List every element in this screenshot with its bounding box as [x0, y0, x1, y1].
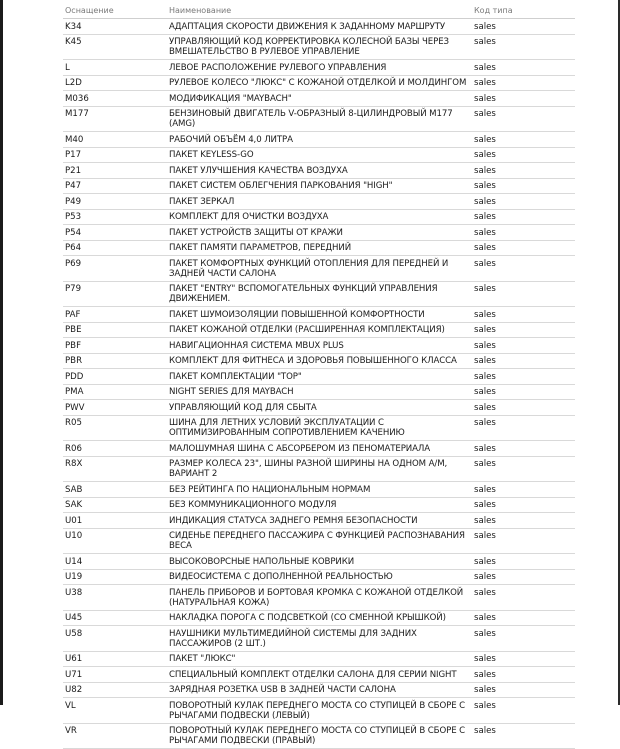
type-code: sales	[472, 256, 575, 282]
option-code: P17	[63, 147, 167, 163]
type-code: sales	[472, 163, 575, 179]
option-name: ПАКЕТ УСТРОЙСТВ ЗАЩИТЫ ОТ КРАЖИ	[167, 225, 472, 241]
option-code: L	[63, 60, 167, 76]
option-code: SAK	[63, 497, 167, 513]
table-row	[63, 209, 575, 225]
table-row	[63, 281, 575, 307]
option-name: РАЗМЕР КОЛЕСА 23", ШИНЫ РАЗНОЙ ШИРИНЫ НА ОДНОМ А/М, ВАРИАНТ 2	[167, 456, 472, 482]
option-code: PWV	[63, 400, 167, 416]
type-code: sales	[472, 19, 575, 35]
type-code: sales	[472, 415, 575, 441]
table-row	[63, 225, 575, 241]
option-code: PBR	[63, 353, 167, 369]
type-code: sales	[472, 497, 575, 513]
option-name: ВЫСОКОВОРСНЫЕ НАПОЛЬНЫЕ КОВРИКИ	[167, 554, 472, 570]
option-code: U71	[63, 667, 167, 683]
type-code: sales	[472, 569, 575, 585]
type-code: sales	[472, 482, 575, 498]
option-name: ЗАРЯДНАЯ РОЗЕТКА USB В ЗАДНЕЙ ЧАСТИ САЛОНА	[167, 682, 472, 698]
type-code: sales	[472, 178, 575, 194]
table-row	[63, 651, 575, 667]
type-code: sales	[472, 240, 575, 256]
option-name: ПОВОРОТНЫЙ КУЛАК ПЕРЕДНЕГО МОСТА СО СТУПИЦЕЙ В СБОРЕ С РЫЧАГАМИ ПОДВЕСКИ (ПРАВЫЙ)	[167, 723, 472, 749]
table-row	[63, 610, 575, 626]
table-row	[63, 723, 575, 749]
type-code: sales	[472, 723, 575, 749]
option-name: РАБОЧИЙ ОБЪЁМ 4,0 ЛИТРА	[167, 132, 472, 148]
type-code: sales	[472, 554, 575, 570]
table-row	[63, 482, 575, 498]
option-code: K34	[63, 19, 167, 35]
type-code: sales	[472, 147, 575, 163]
type-code: sales	[472, 528, 575, 554]
table-row	[63, 569, 575, 585]
option-code: PDD	[63, 369, 167, 385]
option-code: U19	[63, 569, 167, 585]
option-name: АДАПТАЦИЯ СКОРОСТИ ДВИЖЕНИЯ К ЗАДАННОМУ МАРШРУТУ	[167, 19, 472, 35]
option-name: СИДЕНЬЕ ПЕРЕДНЕГО ПАССАЖИРА С ФУНКЦИЕЙ РАСПОЗНАВАНИЯ ВЕСА	[167, 528, 472, 554]
type-code: sales	[472, 400, 575, 416]
type-code: sales	[472, 585, 575, 611]
type-code: sales	[472, 626, 575, 652]
table-row	[63, 256, 575, 282]
table-row	[63, 626, 575, 652]
type-code: sales	[472, 384, 575, 400]
equipment-table	[63, 3, 575, 749]
table-row	[63, 194, 575, 210]
option-code: U45	[63, 610, 167, 626]
table-row	[63, 513, 575, 529]
option-name: БЕЗ РЕЙТИНГА ПО НАЦИОНАЛЬНЫМ НОРМАМ	[167, 482, 472, 498]
option-name: ИНДИКАЦИЯ СТАТУСА ЗАДНЕГО РЕМНЯ БЕЗОПАСНОСТИ	[167, 513, 472, 529]
option-code: R06	[63, 441, 167, 457]
option-code: PBF	[63, 338, 167, 354]
option-name: БЕЗ КОММУНИКАЦИОННОГО МОДУЛЯ	[167, 497, 472, 513]
option-name: ПАКЕТ "ЛЮКС"	[167, 651, 472, 667]
option-name: ПАКЕТ ЗЕРКАЛ	[167, 194, 472, 210]
table-row	[63, 682, 575, 698]
option-name: НАУШНИКИ МУЛЬТИМЕДИЙНОЙ СИСТЕМЫ ДЛЯ ЗАДНИХ ПАССАЖИРОВ (2 ШТ.)	[167, 626, 472, 652]
option-name: ШИНА ДЛЯ ЛЕТНИХ УСЛОВИЙ ЭКСПЛУАТАЦИИ С ОПТИМИЗИРОВАННЫМ СОПРОТИВЛЕНИЕМ КАЧЕНИЮ	[167, 415, 472, 441]
option-code: U38	[63, 585, 167, 611]
option-code: M40	[63, 132, 167, 148]
option-name: ЛЕВОЕ РАСПОЛОЖЕНИЕ РУЛЕВОГО УПРАВЛЕНИЯ	[167, 60, 472, 76]
option-name: ВИДЕОСИСТЕМА С ДОПОЛНЕННОЙ РЕАЛЬНОСТЬЮ	[167, 569, 472, 585]
table-row	[63, 75, 575, 91]
type-code: sales	[472, 225, 575, 241]
option-code: R05	[63, 415, 167, 441]
option-name: НАВИГАЦИОННАЯ СИСТЕМА MBUX PLUS	[167, 338, 472, 354]
option-name: РУЛЕВОЕ КОЛЕСО "ЛЮКС" С КОЖАНОЙ ОТДЕЛКОЙ И МОЛДИНГОМ	[167, 75, 472, 91]
type-code: sales	[472, 353, 575, 369]
header-type: Код типа	[472, 3, 575, 19]
header-code: Оснащение	[63, 3, 167, 19]
table-row	[63, 667, 575, 683]
option-code: M177	[63, 106, 167, 132]
option-name: КОМПЛЕКТ ДЛЯ ОЧИСТКИ ВОЗДУХА	[167, 209, 472, 225]
table-row	[63, 528, 575, 554]
option-code: PBE	[63, 322, 167, 338]
table-row	[63, 34, 575, 60]
type-code: sales	[472, 369, 575, 385]
option-name: ПОВОРОТНЫЙ КУЛАК ПЕРЕДНЕГО МОСТА СО СТУПИЦЕЙ В СБОРЕ С РЫЧАГАМИ ПОДВЕСКИ (ЛЕВЫЙ)	[167, 698, 472, 724]
option-name: МАЛОШУМНАЯ ШИНА С АБСОРБЕРОМ ИЗ ПЕНОМАТЕРИАЛА	[167, 441, 472, 457]
table-row	[63, 400, 575, 416]
table-row	[63, 147, 575, 163]
option-name: ПАКЕТ ПАМЯТИ ПАРАМЕТРОВ, ПЕРЕДНИЙ	[167, 240, 472, 256]
option-name: КОМПЛЕКТ ДЛЯ ФИТНЕСА И ЗДОРОВЬЯ ПОВЫШЕННОГО КЛАССА	[167, 353, 472, 369]
option-code: P53	[63, 209, 167, 225]
option-code: U82	[63, 682, 167, 698]
option-code: U01	[63, 513, 167, 529]
type-code: sales	[472, 106, 575, 132]
option-name: ПАКЕТ УЛУЧШЕНИЯ КАЧЕСТВА ВОЗДУХА	[167, 163, 472, 179]
type-code: sales	[472, 60, 575, 76]
type-code: sales	[472, 281, 575, 307]
option-code: M036	[63, 91, 167, 107]
option-name: БЕНЗИНОВЫЙ ДВИГАТЕЛЬ V-ОБРАЗНЫЙ 8-ЦИЛИНДРОВЫЙ M177 (AMG)	[167, 106, 472, 132]
type-code: sales	[472, 132, 575, 148]
table-row	[63, 322, 575, 338]
table-row	[63, 19, 575, 35]
option-code: P49	[63, 194, 167, 210]
option-name: ПАКЕТ КОМПЛЕКТАЦИИ "TOP"	[167, 369, 472, 385]
option-code: VR	[63, 723, 167, 749]
option-code: P64	[63, 240, 167, 256]
type-code: sales	[472, 651, 575, 667]
type-code: sales	[472, 194, 575, 210]
option-code: P69	[63, 256, 167, 282]
type-code: sales	[472, 682, 575, 698]
table-row	[63, 106, 575, 132]
table-row	[63, 585, 575, 611]
table-row	[63, 497, 575, 513]
option-code: P54	[63, 225, 167, 241]
table-row	[63, 554, 575, 570]
table-row	[63, 456, 575, 482]
option-code: U58	[63, 626, 167, 652]
option-name: МОДИФИКАЦИЯ "MAYBACH"	[167, 91, 472, 107]
type-code: sales	[472, 34, 575, 60]
option-name: NIGHT SERIES ДЛЯ MAYBACH	[167, 384, 472, 400]
table-row	[63, 60, 575, 76]
header-name: Наименование	[167, 3, 472, 19]
option-code: PAF	[63, 307, 167, 323]
table-row	[63, 132, 575, 148]
table-row	[63, 178, 575, 194]
table-row	[63, 163, 575, 179]
type-code: sales	[472, 667, 575, 683]
table-header-row	[63, 3, 575, 19]
option-name: ПАКЕТ СИСТЕМ ОБЛЕГЧЕНИЯ ПАРКОВАНИЯ "HIGH"	[167, 178, 472, 194]
option-code: K45	[63, 34, 167, 60]
table-row	[63, 415, 575, 441]
option-name: УПРАВЛЯЮЩИЙ КОД ДЛЯ СБЫТА	[167, 400, 472, 416]
type-code: sales	[472, 513, 575, 529]
option-name: ПАНЕЛЬ ПРИБОРОВ И БОРТОВАЯ КРОМКА С КОЖАНОЙ ОТДЕЛКОЙ (НАТУРАЛЬНАЯ КОЖА)	[167, 585, 472, 611]
option-name: ПАКЕТ KEYLESS-GO	[167, 147, 472, 163]
type-code: sales	[472, 441, 575, 457]
table-row	[63, 441, 575, 457]
type-code: sales	[472, 75, 575, 91]
table-row	[63, 384, 575, 400]
table-row	[63, 369, 575, 385]
table-row	[63, 338, 575, 354]
option-code: SAB	[63, 482, 167, 498]
page-frame-left	[0, 0, 3, 705]
option-name: ПАКЕТ КОЖАНОЙ ОТДЕЛКИ (РАСШИРЕННАЯ КОМПЛЕКТАЦИЯ)	[167, 322, 472, 338]
option-code: VL	[63, 698, 167, 724]
option-name: УПРАВЛЯЮЩИЙ КОД КОРРЕКТИРОВКА КОЛЕСНОЙ БАЗЫ ЧЕРЕЗ ВМЕШАТЕЛЬСТВО В РУЛЕВОЕ УПРАВЛЕНИЕ	[167, 34, 472, 60]
table-row	[63, 353, 575, 369]
option-code: L2D	[63, 75, 167, 91]
option-code: P79	[63, 281, 167, 307]
type-code: sales	[472, 338, 575, 354]
option-name: ПАКЕТ "ENTRY" ВСПОМОГАТЕЛЬНЫХ ФУНКЦИЙ УПРАВЛЕНИЯ ДВИЖЕНИЕМ.	[167, 281, 472, 307]
table-row	[63, 698, 575, 724]
option-code: P21	[63, 163, 167, 179]
type-code: sales	[472, 91, 575, 107]
option-code: U14	[63, 554, 167, 570]
option-name: ПАКЕТ КОМФОРТНЫХ ФУНКЦИЙ ОТОПЛЕНИЯ ДЛЯ ПЕРЕДНЕЙ И ЗАДНЕЙ ЧАСТИ САЛОНА	[167, 256, 472, 282]
type-code: sales	[472, 322, 575, 338]
option-name: НАКЛАДКА ПОРОГА С ПОДСВЕТКОЙ (СО СМЕННОЙ КРЫШКОЙ)	[167, 610, 472, 626]
type-code: sales	[472, 456, 575, 482]
option-code: R8X	[63, 456, 167, 482]
type-code: sales	[472, 209, 575, 225]
option-name: ПАКЕТ ШУМОИЗОЛЯЦИИ ПОВЫШЕННОЙ КОМФОРТНОСТИ	[167, 307, 472, 323]
type-code: sales	[472, 610, 575, 626]
table-row	[63, 91, 575, 107]
table-row	[63, 307, 575, 323]
option-code: PMA	[63, 384, 167, 400]
option-name: СПЕЦИАЛЬНЫЙ КОМПЛЕКТ ОТДЕЛКИ САЛОНА ДЛЯ СЕРИИ NIGHT	[167, 667, 472, 683]
type-code: sales	[472, 698, 575, 724]
table-row	[63, 240, 575, 256]
option-code: U10	[63, 528, 167, 554]
option-code: U61	[63, 651, 167, 667]
option-code: P47	[63, 178, 167, 194]
type-code: sales	[472, 307, 575, 323]
